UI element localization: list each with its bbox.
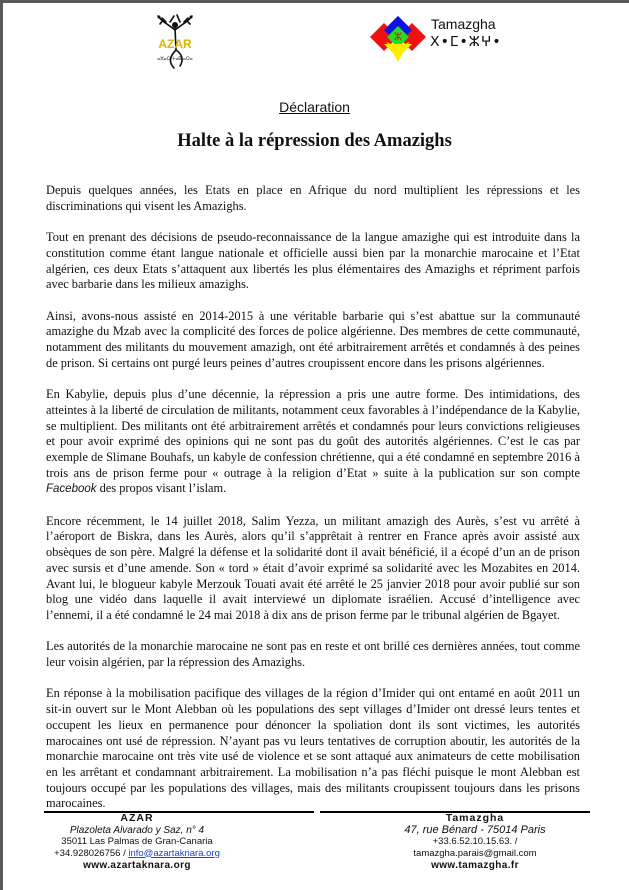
paragraph-1: Depuis quelques années, les Etats en place en Afrique du nord multiplient les répressions et les discriminations qui visent les Amazighs. (46, 183, 580, 213)
footer-azar-contact (44, 848, 230, 860)
tamazgha-diamond-icon (366, 16, 430, 62)
footer-azar-email-link[interactable]: info@azartaknara.org (128, 847, 220, 859)
footer-tamazgha-name: Tamazgha (445, 812, 505, 824)
azar-logo (150, 12, 200, 74)
tamazgha-logo-tifinagh: ⵝ•ⵎ•ⵣⵖ• (430, 34, 502, 50)
paragraph-4 (46, 387, 580, 498)
svg-text:ⴰⵣⴰⵔ ⵜⴰⴽⵏⴰⵔⴰ: ⴰⵣⴰⵔ ⵜⴰⴽⵏⴰⵔⴰ (157, 57, 193, 62)
facebook-reference: Facebook (46, 483, 97, 496)
footer-tamazgha (370, 813, 580, 872)
footer-azar-name: AZAR (120, 812, 154, 824)
footer-tamazgha-contact: +33.6.52.10.15.63. / tamazgha.parais@gmail.com (413, 836, 537, 859)
declaration-label: Déclaration (279, 99, 350, 115)
footer-tamazgha-address: 47, rue Bénard - 75014 Paris (404, 823, 546, 836)
tamazgha-logo (366, 16, 506, 62)
paragraph-3: Ainsi, avons-nous assisté en 2014-2015 à une véritable barbarie qui s’est abattue sur la communauté amazighe du Mzab avec la complicité des forces de police algérienne. Des membres de cette communauté, notamment des militants du mouvement amazigh, ont été arbitrairement arrêtés et condamnés à des peines de prison. Si certains ont purgé leurs peines d’autres croupissent encore dans les prisons algériennes. (46, 308, 580, 370)
paragraph-4-tail: des propos visant l’islam. (96, 481, 227, 496)
paragraph-5: Encore récemment, le 14 juillet 2018, Salim Yezza, un militant amazigh des Aurès, s’est vu arrêté à l’aéroport de Biskra, dans les Aurès, alors qu’il s’apprêtait à rentrer en France après avoir assisté aux obsèques de son père. Malgré la défense et la solidarité dont il avait bénéficié, il a écopé d’un an de prison avec sursis et d’une amende. Son « tord » était d’avoir exprimé sa solidarité avec les Mozabites en 2014. Avant lui, le blogueur kabyle Merzouk Touati avait été arrêté le 25 janvier 2018 pour avoir publié sur son blog une vidéo dans laquelle il avait interviewé un diplomate israélien. Accusé d’intelligence avec l’ennemi, il a été condamné le 24 mai 2018 à dix ans de prison ferme par le tribunal algérien de Bgayet. (46, 513, 580, 622)
footer-tamazgha-website[interactable]: www.tamazgha.fr (431, 860, 519, 871)
paragraph-2: Tout en prenant des décisions de pseudo-reconnaissance de la langue amazighe qui est introduite dans la constitution comme étant langue nationale et officielle aussi bien par la monarchie marocaine et l’Etat algérien, ces deux Etats s’attaquent aux libertés les plus élémentaires des Amazighs et répriment parfois avec barbarie dans les milieux amazighs. (46, 230, 580, 292)
footer-azar-address: Plazoleta Alvarado y Saz, n° 4 (69, 824, 205, 836)
svg-text:AZAR: AZAR (158, 37, 192, 51)
paragraph-7: En réponse à la mobilisation pacifique des villages de la région d’Imider qui ont entamé en août 2011 un sit-in ouvert sur le Mont Alebban où les populations des sept villages d’Imider ont dressé leurs tentes et occupent les lieux en permanence pour dénoncer la spoliation dont ils sont victimes, les autorités marocaines ont usé de répression. N’ayant pas vu leurs tentatives de corruption aboutir, les autorités de la monarchie marocaine ont très vite usé de violence et se sont attaqué aux animateurs de cette mobilisation en les arrêtant et condamnant arbitrairement. La mobilisation n’a pas fléchi puisque le mont Alebban est toujours occupé par les populations des villages, mais des militants croupissent toujours dans les prisons marocaines. (46, 686, 580, 811)
footer-azar-city: 35011 Las Palmas de Gran-Canaria (61, 836, 213, 847)
azar-figure-icon (150, 12, 200, 74)
document-body (46, 183, 580, 828)
paragraph-4-text: En Kabylie, depuis plus d’une décennie, la répression a pris une autre forme. Des intimidations, des atteintes à la liberté de circulation de militants, notamment ceux favorables à l’indépendance de la Kabylie, se multiplient. Des militants ont été arbitrairement arrêtés et condamnés pour leurs convictions religieuses et pour avoir exprimé des opinions qui ne sont pas du goût des autorités algériennes. C’est le cas par exemple de Slimane Bouhafs, un kabyle de confession chrétienne, qui a été condamné en septembre 2016 à trois ans de prison ferme pour « outrage à la religion d’Etat » suite à la publication sur son compte (46, 387, 580, 480)
svg-text:ⵣ: ⵣ (394, 32, 402, 43)
footer-azar (44, 813, 230, 872)
footer-azar-website[interactable]: www.azartaknara.org (83, 860, 191, 871)
document-title: Halte à la répression des Amazighs (177, 131, 452, 151)
footer-azar-phone: +34.928026756 / (54, 847, 129, 859)
paragraph-6: Les autorités de la monarchie marocaine ne sont pas en reste et ont brillé ces dernières années, tout comme leur voisin algérien, par la répression des Amazighs. (46, 639, 580, 670)
tamazgha-logo-name: Tamazgha (431, 16, 496, 32)
